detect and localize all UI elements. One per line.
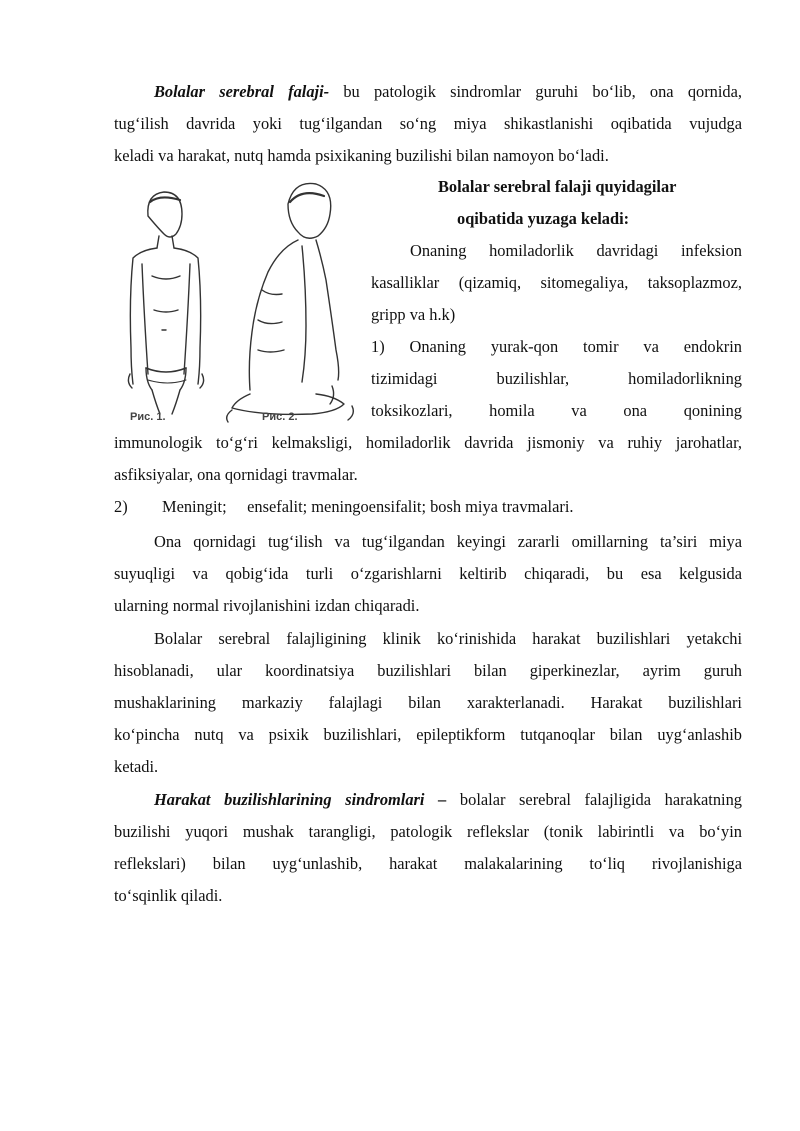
causes-item-1-line-1: 1) Onaning yurak-qon tomir va endokrin (371, 337, 742, 356)
para1-line-3: ularning normal rivojlanishini izdan chiqaradi. (114, 596, 420, 615)
fig2-arm (316, 240, 339, 380)
para3-term: Harakat buzilishlarining sindromlari – (154, 790, 447, 809)
section-heading-line-2: oqibatida yuzaga keladi: (457, 209, 630, 228)
para2-line-1: Bolalar serebral falajligining klinik ko‘rinishida harakat buzilishlari yetakchi (154, 629, 742, 648)
intro-line-2: tug‘ilish davrida yoki tug‘ilgandan so‘ng miya shikastlanishi oqibatida vujudga (114, 114, 742, 133)
para1-line-1: Ona qornidagi tug‘ilish va tug‘ilgandan keyingi zararli omillarning ta’siri miya (154, 532, 742, 551)
causes-line-1: Onaning homiladorlik davridagi infeksion (410, 241, 742, 260)
causes-item-1-line-3: toksikozlari, homila va ona qonining (371, 401, 742, 420)
para2-line-2: hisoblanadi, ular koordinatsiya buzilishlari bilan giperkinezlar, ayrim guruh (114, 661, 742, 680)
section-heading-line-1: Bolalar serebral falaji quyidagilar (438, 177, 677, 196)
para3-line-1 (154, 790, 742, 810)
para2-line-5: ketadi. (114, 757, 159, 776)
causes-item-2-number: 2) (114, 497, 128, 516)
para1-line-2: suyuqligi va qobig‘ida turli o‘zgarishlarni keltirib chiqaradi, bu esa kelgusida (114, 564, 742, 583)
figure-caption-2: Рис. 2. (262, 411, 298, 423)
causes-line-3: gripp va h.k) (371, 305, 456, 324)
fig2-back (249, 240, 298, 390)
para2-line-3: mushaklarining markaziy falajlagi bilan xarakterlanadi. Harakat buzilishlari (114, 693, 742, 712)
causes-item-1-line-4: immunologik to‘g‘ri kelmaksligi, homiladorlik davrida jismoniy va ruhiy jarohatlar, (114, 433, 742, 452)
para3-line-1-text: bolalar serebral falajligida harakatning (446, 790, 742, 809)
causes-item-2-text: Meningit; ensefalit; meningoensifalit; bosh miya travmalari. (162, 497, 574, 516)
para3-line-3: reflekslari) bilan uyg‘unlashib, harakat malakalarining to‘liq rivojlanishiga (114, 854, 742, 873)
para3-line-2: buzilishi yuqori mushak tarangligi, patologik reflekslar (tonik labirintli va bo‘yin (114, 822, 742, 841)
fig2-head (288, 183, 331, 238)
intro-line-1-text: bu patologik sindromlar guruhi bo‘lib, ona qornida, (329, 82, 742, 101)
intro-line-3: keladi va harakat, nutq hamda psixikaning buzilishi bilan namoyon bo‘ladi. (114, 146, 609, 165)
figure-caption-1: Рис. 1. (130, 411, 166, 423)
illustration-svg (112, 180, 356, 426)
fig1-left-arm (130, 248, 157, 384)
intro-term: Bolalar serebral falaji- (154, 82, 330, 101)
causes-line-2: kasalliklar (qizamiq, sitomegaliya, taksoplazmoz, (371, 273, 742, 292)
causes-item-1-line-5: asfiksiyalar, ona qornidagi travmalar. (114, 465, 358, 484)
para3-line-4: to‘sqinlik qiladi. (114, 886, 223, 905)
causes-item-1-line-2: tizimidagi buzilishlar, homiladorlikning (371, 369, 742, 388)
children-illustration (112, 180, 356, 426)
intro-line-1 (154, 82, 742, 102)
para2-line-4: ko‘pincha nutq va psixik buzilishlari, epileptikform tutqanoqlar bilan uyg‘anlashib (114, 725, 742, 744)
